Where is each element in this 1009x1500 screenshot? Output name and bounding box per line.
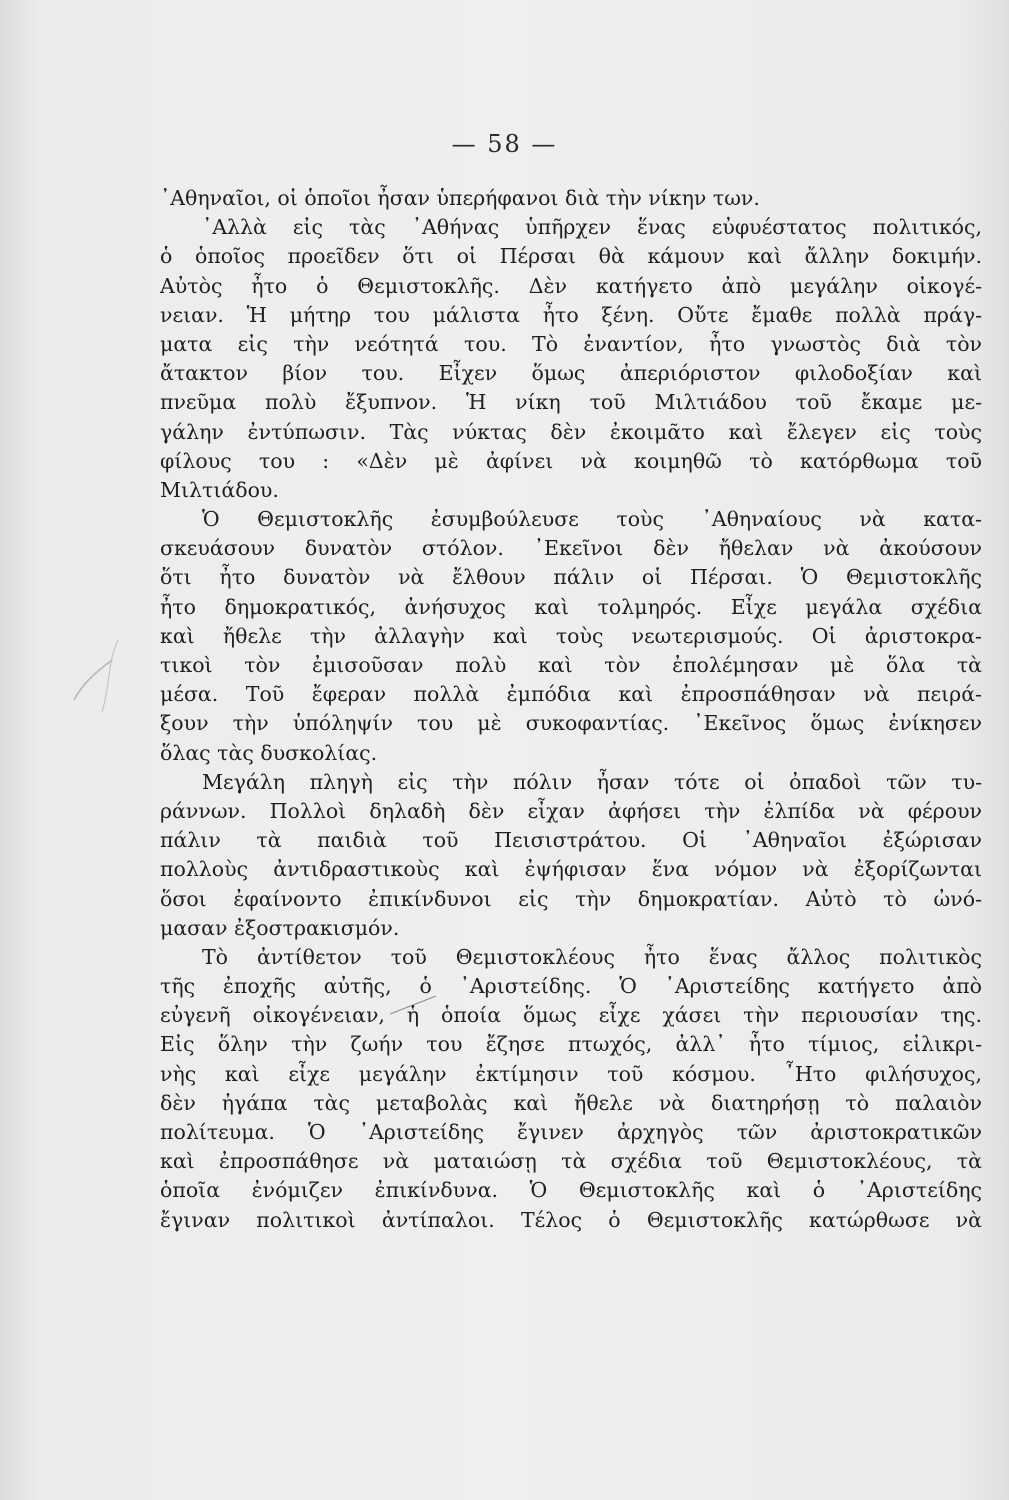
text-line: γάλην ἐντύπωσιν. Τὰς νύκτας δὲν ἐκοιμᾶτο καὶ ἔλεγεν εἰς τοὺς <box>160 419 982 444</box>
text-line: ᾿Αθηναῖοι, οἱ ὁποῖοι ἦσαν ὑπερήφανοι διὰ τὴν νίκην των. <box>160 186 760 210</box>
text-line: ἦτο δημοκρατικός, ἀνήσυχος καὶ τολμηρός. Εἶχε μεγάλα σχέδια <box>160 594 982 619</box>
text-line: ξουν τὴν ὑπόληψίν του μὲ συκοφαντίας. ᾿Εκεῖνος ὅμως ἐνίκησεν <box>160 711 982 736</box>
text-line: Μιλτιάδου. <box>160 477 279 502</box>
text-line: Ὁ Θεμιστοκλῆς ἐσυμβούλευσε τοὺς ᾿Αθηναίους νὰ κατα- <box>202 507 982 532</box>
text-line: ράννων. Πολλοὶ δηλαδὴ δὲν εἶχαν ἀφήσει τὴν ἐλπίδα νὰ φέρουν <box>160 798 982 823</box>
text-line: νειαν. Ἡ μήτηρ του μάλιστα ἦτο ξένη. Οὔτε ἔμαθε πολλὰ πράγ- <box>160 302 982 327</box>
text-line: Τὸ ἀντίθετον τοῦ Θεμιστοκλέους ἦτο ἕνας ἄλλος πολιτικὸς <box>202 944 982 969</box>
text-line: πάλιν τὰ παιδιὰ τοῦ Πεισιστράτου. Οἱ ᾿Αθηναῖοι ἐξώρισαν <box>160 828 982 853</box>
text-line: Εἰς ὅλην τὴν ζωήν του ἔζησε πτωχός, ἀλλ᾿ ἦτο τίμιος, εἰλικρι- <box>160 1032 982 1057</box>
text-line: πολλοὺς ἀντιδραστικοὺς καὶ ἐψήφισαν ἕνα νόμον νὰ ἐξορίζωνται <box>160 857 982 882</box>
text-line: μασαν ἐξοστρακισμόν. <box>160 915 400 940</box>
text-line: ὅτι ἦτο δυνατὸν νὰ ἔλθουν πάλιν οἱ Πέρσαι. Ὁ Θεμιστοκλῆς <box>160 565 982 590</box>
text-line: μέσα. Τοῦ ἔφεραν πολλὰ ἐμπόδια καὶ ἐπροσπάθησαν νὰ πειρά- <box>160 682 982 707</box>
text-line: τικοὶ τὸν ἐμισοῦσαν πολὺ καὶ τὸν ἐπολέμησαν μὲ ὅλα τὰ <box>160 653 982 677</box>
text-line: φίλους του : «Δὲν μὲ ἀφίνει νὰ κοιμηθῶ τὸ κατόρθωμα τοῦ <box>160 448 982 473</box>
page-number: — 58 — <box>451 130 558 158</box>
text-line: δὲν ἠγάπα τὰς μεταβολὰς καὶ ἤθελε νὰ διατηρήσῃ τὸ παλαιὸν <box>160 1090 982 1115</box>
text-line: ματα εἰς τὴν νεότητά του. Τὸ ἐναντίον, ἦτο γνωστὸς διὰ τὸν <box>160 331 982 356</box>
text-line: ὁποῖα ἐνόμιζεν ἐπικίνδυνα. Ὁ Θεμιστοκλῆς καὶ ὁ ᾿Αριστείδης <box>160 1178 982 1203</box>
text-line: ἄτακτον βίον του. Εἶχεν ὅμως ἀπεριόριστον φιλοδοξίαν καὶ <box>160 361 982 386</box>
text-line: καὶ ἐπροσπάθησε νὰ ματαιώσῃ τὰ σχέδια τοῦ Θεμιστοκλέους, τὰ <box>160 1149 982 1174</box>
text-line: νὴς καὶ εἶχε μεγάλην ἐκτίμησιν τοῦ κόσμου. ῏Ητο φιλήσυχος, <box>160 1061 982 1086</box>
text-line: πολίτευμα. Ὁ ᾿Αριστείδης ἔγινεν ἀρχηγὸς τῶν ἀριστοκρατικῶν <box>160 1120 982 1144</box>
text-line: ᾿Αλλὰ εἰς τὰς ᾿Αθήνας ὑπῆρχεν ἕνας εὐφυέστατος πολιτικός, <box>202 215 982 240</box>
text-line: Αὐτὸς ἦτο ὁ Θεμιστοκλῆς. Δὲν κατήγετο ἀπὸ μεγάλην οἰκογέ- <box>160 273 982 298</box>
text-line: καὶ ἤθελε τὴν ἀλλαγὴν καὶ τοὺς νεωτερισμούς. Οἱ ἀριστοκρα- <box>160 623 982 648</box>
text-line: ὅσοι ἐφαίνοντο ἐπικίνδυνοι εἰς τὴν δημοκρατίαν. Αὐτὸ τὸ ὠνό- <box>160 886 982 911</box>
text-line: πνεῦμα πολὺ ἔξυπνον. Ἡ νίκη τοῦ Μιλτιάδου τοῦ ἔκαμε με- <box>160 390 982 415</box>
text-line: σκευάσουν δυνατὸν στόλον. ᾿Εκεῖνοι δὲν ἤθελαν νὰ ἀκούσουν <box>160 536 982 561</box>
text-line: ὁ ὁποῖος προεῖδεν ὅτι οἱ Πέρσαι θὰ κάμουν καὶ ἄλλην δοκιμήν. <box>160 244 982 269</box>
text-line: εὐγενῆ οἰκογένειαν, ἡ ὁποία ὅμως εἶχε χάσει τὴν περιουσίαν της. <box>160 1003 982 1028</box>
body-text <box>160 184 982 1235</box>
text-line: ὅλας τὰς δυσκολίας. <box>160 740 378 765</box>
text-line: Μεγάλη πληγὴ εἰς τὴν πόλιν ἦσαν τότε οἱ ὀπαδοὶ τῶν τυ- <box>202 769 982 794</box>
text-line: τῆς ἐποχῆς αὐτῆς, ὁ ᾿Αριστείδης. Ὁ ᾿Αριστείδης κατήγετο ἀπὸ <box>160 974 982 999</box>
text-line: ἔγιναν πολιτικοὶ ἀντίπαλοι. Τέλος ὁ Θεμιστοκλῆς κατώρθωσε νὰ <box>160 1207 982 1232</box>
